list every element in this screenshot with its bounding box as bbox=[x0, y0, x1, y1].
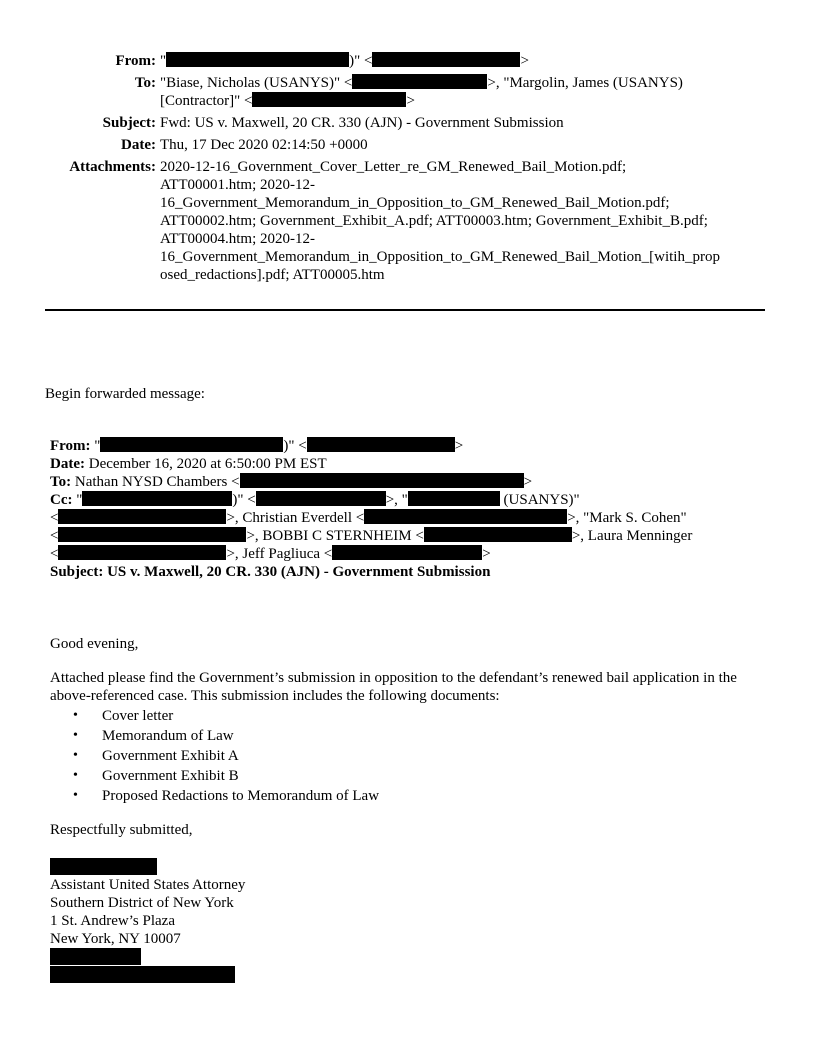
signature-block bbox=[50, 858, 245, 984]
fwd-from-text-a: " bbox=[90, 438, 101, 454]
from-value bbox=[160, 52, 760, 70]
header-divider bbox=[45, 309, 765, 311]
cc3-text-b: >, BOBBI C STERNHEIM < bbox=[246, 528, 424, 544]
cc4-text-b: >, Jeff Pagliuca < bbox=[226, 546, 333, 562]
email-header bbox=[0, 52, 816, 288]
signature-phone-row bbox=[50, 948, 245, 966]
signature-street: 1 St. Andrew’s Plaza bbox=[50, 913, 175, 929]
forward-intro: Begin forwarded message: bbox=[45, 386, 205, 402]
redaction-block bbox=[364, 509, 567, 524]
to-text-c: [Contractor]" < bbox=[160, 93, 253, 109]
message-body bbox=[50, 635, 765, 839]
signature-office: Southern District of New York bbox=[50, 895, 234, 911]
fwd-to-label: To: bbox=[50, 474, 72, 490]
redaction-block bbox=[307, 437, 455, 452]
to-text-b: >, "Margolin, James (USANYS) bbox=[487, 75, 683, 91]
attachment-line: ATT00001.htm; 2020-12- bbox=[160, 177, 315, 193]
to-value bbox=[160, 74, 760, 110]
redaction-block bbox=[58, 545, 226, 560]
fwd-to-value: Nathan NYSD Chambers < bbox=[71, 474, 240, 490]
fwd-to-end: > bbox=[523, 474, 533, 490]
list-item bbox=[50, 747, 765, 767]
fwd-from-line bbox=[50, 437, 770, 455]
cc-text-b: )" < bbox=[232, 492, 256, 508]
to-text-a: "Biase, Nicholas (USANYS)" < bbox=[160, 75, 353, 91]
list-item bbox=[50, 707, 765, 727]
attachment-line: ATT00004.htm; 2020-12- bbox=[160, 231, 315, 247]
document-list bbox=[50, 707, 765, 807]
fwd-from-text-b: )" < bbox=[283, 438, 307, 454]
subject-label: Subject: bbox=[102, 115, 156, 131]
fwd-cc-line-3 bbox=[50, 527, 770, 545]
list-item bbox=[50, 767, 765, 787]
bullet-icon: • bbox=[73, 768, 78, 783]
attachment-line: 16_Government_Memorandum_in_Opposition_to_GM_Renewed_Bail_Motion.pdf; bbox=[160, 195, 670, 211]
attachments-label: Attachments: bbox=[69, 159, 156, 175]
cc4-text-c: > bbox=[482, 546, 491, 562]
subject-value: Fwd: US v. Maxwell, 20 CR. 330 (AJN) - Government Submission bbox=[160, 115, 564, 131]
redaction-block bbox=[100, 437, 283, 452]
to-label: To: bbox=[134, 75, 156, 91]
document-name: Memorandum of Law bbox=[102, 728, 234, 744]
attachment-line: 2020-12-16_Government_Cover_Letter_re_GM_Renewed_Bail_Motion.pdf; bbox=[160, 159, 627, 175]
closing: Respectfully submitted, bbox=[50, 822, 193, 838]
from-label: From: bbox=[115, 53, 156, 69]
signature-city: New York, NY 10007 bbox=[50, 931, 181, 947]
redaction-block bbox=[50, 948, 141, 965]
redaction-block bbox=[240, 473, 524, 488]
fwd-date-line bbox=[50, 455, 770, 473]
header-subject-row bbox=[0, 114, 816, 132]
fwd-date-value: December 16, 2020 at 6:50:00 PM EST bbox=[84, 456, 327, 472]
signature-name-row bbox=[50, 858, 245, 876]
redaction-block bbox=[252, 92, 406, 107]
redaction-block bbox=[372, 52, 520, 67]
from-text-a: " bbox=[160, 53, 167, 69]
redaction-block bbox=[166, 52, 349, 67]
cc3-text-a: < bbox=[50, 528, 59, 544]
document-name: Cover letter bbox=[102, 708, 174, 724]
attachment-line: 16_Government_Memorandum_in_Opposition_to_GM_Renewed_Bail_Motion_[witih_prop bbox=[160, 249, 720, 265]
attachments-value bbox=[160, 158, 760, 284]
date-label: Date: bbox=[121, 137, 156, 153]
fwd-cc-label: Cc: bbox=[50, 492, 73, 508]
redaction-block bbox=[256, 491, 386, 506]
header-date-row bbox=[0, 136, 816, 154]
bullet-icon: • bbox=[73, 748, 78, 763]
redaction-block bbox=[82, 491, 232, 506]
from-text-c: > bbox=[520, 53, 529, 69]
greeting: Good evening, bbox=[50, 636, 139, 652]
fwd-cc-line-4 bbox=[50, 545, 770, 563]
header-attachments-row bbox=[0, 158, 816, 284]
attachment-line: ATT00002.htm; Government_Exhibit_A.pdf; ATT00003.htm; Government_Exhibit_B.pdf; bbox=[160, 213, 708, 229]
redaction-block bbox=[352, 74, 487, 89]
bullet-icon: • bbox=[73, 788, 78, 803]
fwd-to-line bbox=[50, 473, 770, 491]
redaction-block bbox=[50, 966, 235, 983]
cc-text-c: >, " bbox=[385, 492, 408, 508]
redaction-block bbox=[408, 491, 500, 506]
redaction-block bbox=[50, 858, 157, 875]
cc-text-a: " bbox=[72, 492, 83, 508]
cc2-text-b: >, Christian Everdell < bbox=[226, 510, 365, 526]
fwd-date-label: Date: bbox=[50, 456, 85, 472]
fwd-from-label: From: bbox=[50, 438, 91, 454]
header-from-row bbox=[0, 52, 816, 70]
list-item bbox=[50, 727, 765, 747]
bullet-icon: • bbox=[73, 708, 78, 723]
document-name: Proposed Redactions to Memorandum of Law bbox=[102, 788, 380, 804]
document-name: Government Exhibit A bbox=[102, 748, 239, 764]
to-text-d: > bbox=[406, 93, 415, 109]
forwarded-header bbox=[50, 437, 770, 581]
redaction-block bbox=[424, 527, 572, 542]
bullet-icon: • bbox=[73, 728, 78, 743]
body-paragraph: Attached please find the Government’s submission in opposition to the defendant’s renewed bail application in the above-referenced case. This submission includes the following documents: bbox=[50, 670, 737, 704]
list-item bbox=[50, 787, 765, 807]
cc3-text-c: >, Laura Menninger bbox=[571, 528, 693, 544]
redaction-block bbox=[58, 509, 226, 524]
cc4-text-a: < bbox=[50, 546, 59, 562]
fwd-cc-line-2 bbox=[50, 509, 770, 527]
from-text-b: )" < bbox=[349, 53, 373, 69]
document-name: Government Exhibit B bbox=[102, 768, 239, 784]
cc-text-d: (USANYS)" bbox=[499, 492, 580, 508]
fwd-from-text-c: > bbox=[454, 438, 464, 454]
signature-email-row bbox=[50, 966, 245, 984]
fwd-cc-line bbox=[50, 491, 770, 509]
cc2-text-c: >, "Mark S. Cohen" bbox=[567, 510, 687, 526]
date-value: Thu, 17 Dec 2020 02:14:50 +0000 bbox=[160, 137, 368, 153]
signature-title: Assistant United States Attorney bbox=[50, 877, 246, 893]
redaction-block bbox=[332, 545, 482, 560]
redaction-block bbox=[58, 527, 246, 542]
fwd-subject-line: Subject: US v. Maxwell, 20 CR. 330 (AJN) - Government Submission bbox=[50, 564, 491, 580]
cc2-text-a: < bbox=[50, 510, 59, 526]
header-to-row bbox=[0, 74, 816, 110]
attachment-line: osed_redactions].pdf; ATT00005.htm bbox=[160, 267, 385, 283]
